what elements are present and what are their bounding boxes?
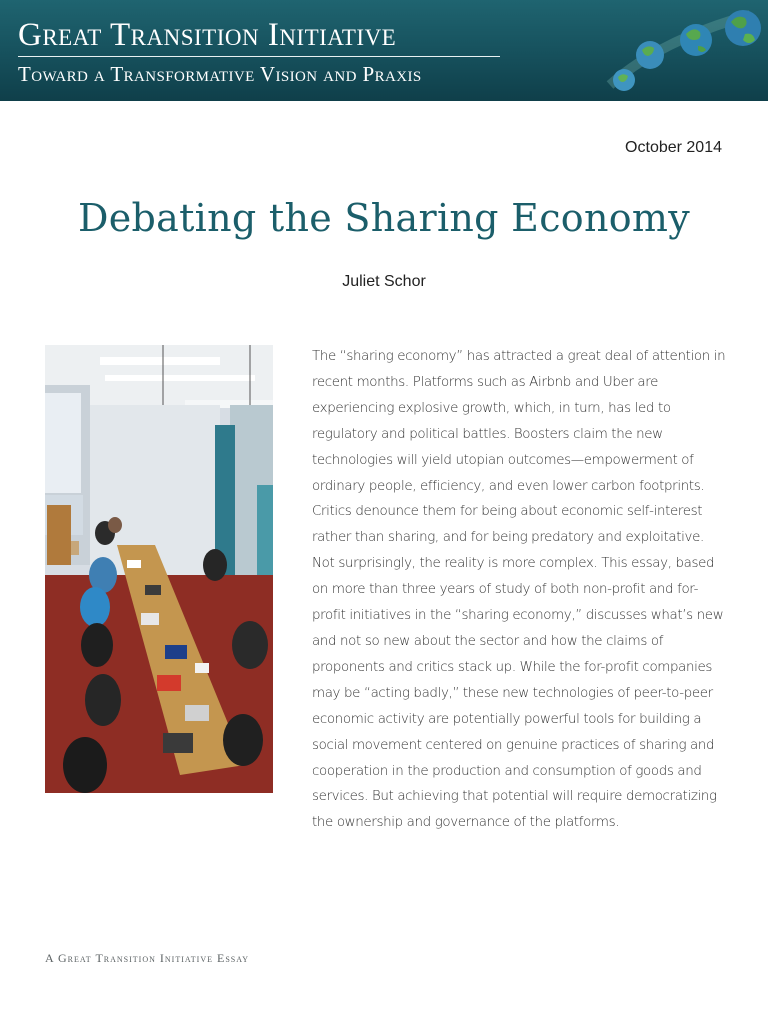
article-title: Debating the Sharing Economy: [77, 196, 691, 240]
header-banner: [0, 0, 768, 101]
footer-label: A Great Transition Initiative Essay: [45, 951, 250, 965]
article-author: Juliet Schor: [342, 273, 426, 290]
article-abstract: The “sharing economy” has attracted a great deal of attention in recent months. Platforms such as Airbnb and Uber are experiencing explosive growth, which, in turn, has led to regulatory and political battles. Boosters claim the new technologies will yield utopian outcomes—empowerment of ordinary people, efficiency, and even lower carbon footprints. Critics denounce them for being about economic self-interest rather than sharing, and for being predatory and exploitative. Not surprisingly, the reality is more complex. This essay, based on more than three years of study of both non-profit and for-profit initiatives in the “sharing economy,” discusses what’s new and not so new about the sector and how the claims of proponents and critics stack up. While the for-profit companies may be “acting badly,” these new technologies of peer-to-peer economic activity are potentially powerful tools for building a social movement centered on genuine practices of sharing and cooperation in the production and consumption of goods and services. But achieving that potential will require democratizing the ownership and governance of the platforms.: [312, 349, 726, 831]
publication-date: October 2014: [625, 139, 722, 156]
workshop-photo: [45, 345, 273, 793]
banner-divider: [18, 56, 500, 57]
banner-subtitle: Toward a Transformative Vision and Praxis: [18, 62, 422, 86]
globe-icon: [600, 0, 768, 101]
banner-title: Great Transition Initiative: [18, 17, 397, 53]
